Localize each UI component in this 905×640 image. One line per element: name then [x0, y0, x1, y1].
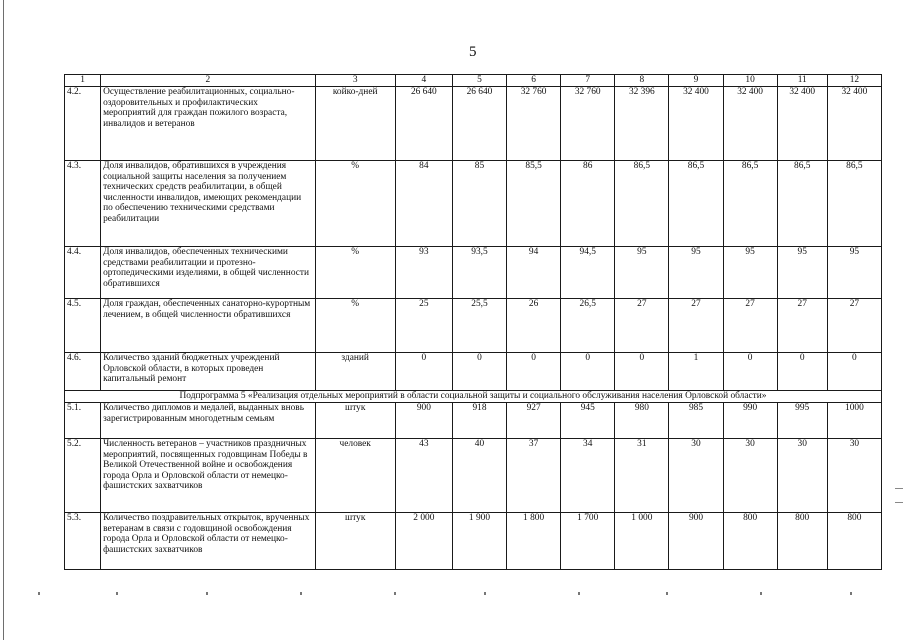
row-unit: зданий — [315, 353, 395, 391]
row-description: Доля граждан, обеспеченных санаторно-курортным лечением, в общей численности обратившихся — [101, 299, 316, 353]
row-value: 86,5 — [669, 161, 723, 247]
row-value: 27 — [723, 299, 777, 353]
scan-dot — [116, 592, 118, 595]
table-row — [65, 247, 882, 299]
row-value: 32 760 — [561, 87, 615, 161]
row-value: 1 — [669, 353, 723, 391]
header-cell: 11 — [777, 75, 827, 87]
row-value: 800 — [827, 513, 881, 570]
row-value: 0 — [827, 353, 881, 391]
row-value: 0 — [395, 353, 452, 391]
row-value: 34 — [561, 439, 615, 513]
row-value: 27 — [827, 299, 881, 353]
row-value: 927 — [507, 403, 561, 439]
row-value: 1 900 — [452, 513, 506, 570]
row-value: 27 — [669, 299, 723, 353]
table-row — [65, 439, 882, 513]
table-row — [65, 513, 882, 570]
header-cell: 4 — [395, 75, 452, 87]
row-value: 30 — [723, 439, 777, 513]
row-value: 25 — [395, 299, 452, 353]
row-value: 95 — [827, 247, 881, 299]
row-value: 86 — [561, 161, 615, 247]
header-cell: 2 — [101, 75, 316, 87]
row-value: 0 — [507, 353, 561, 391]
row-value: 26 640 — [452, 87, 506, 161]
header-cell: 3 — [315, 75, 395, 87]
row-value: 32 400 — [723, 87, 777, 161]
row-value: 985 — [669, 403, 723, 439]
row-value: 95 — [669, 247, 723, 299]
row-value: 800 — [777, 513, 827, 570]
row-value: 30 — [669, 439, 723, 513]
row-value: 26 640 — [395, 87, 452, 161]
row-description: Численность ветеранов – участников праздничных мероприятий, посвященных годовщинам Победы в Великой Отечественной войне и освобождения города Орла и Орловской области от немецко-фашистских захватчиков — [101, 439, 316, 513]
row-value: 800 — [723, 513, 777, 570]
row-value: 980 — [615, 403, 669, 439]
row-number: 4.6. — [65, 353, 101, 391]
row-unit: % — [315, 247, 395, 299]
row-value: 0 — [452, 353, 506, 391]
header-cell: 12 — [827, 75, 881, 87]
row-unit: штук — [315, 403, 395, 439]
header-cell: 6 — [507, 75, 561, 87]
row-description: Количество зданий бюджетных учреждений Орловской области, в которых проведен капитальный ремонт — [101, 353, 316, 391]
row-value: 32 400 — [827, 87, 881, 161]
scan-dot — [484, 592, 486, 595]
row-value: 95 — [723, 247, 777, 299]
scan-dot — [666, 592, 668, 595]
header-cell: 5 — [452, 75, 506, 87]
row-unit: % — [315, 161, 395, 247]
row-value: 1000 — [827, 403, 881, 439]
row-value: 27 — [615, 299, 669, 353]
scan-dot — [300, 592, 302, 595]
row-number: 5.1. — [65, 403, 101, 439]
table-header-row — [65, 75, 882, 87]
row-value: 86,5 — [827, 161, 881, 247]
row-value: 945 — [561, 403, 615, 439]
header-cell: 10 — [723, 75, 777, 87]
page-edge-line — [3, 0, 4, 640]
scan-dot — [850, 592, 852, 595]
row-value: 84 — [395, 161, 452, 247]
row-value: 93,5 — [452, 247, 506, 299]
row-value: 86,5 — [615, 161, 669, 247]
row-value: 37 — [507, 439, 561, 513]
row-value: 0 — [777, 353, 827, 391]
row-value: 26 — [507, 299, 561, 353]
scan-dot — [760, 592, 762, 595]
row-value: 32 760 — [507, 87, 561, 161]
row-number: 4.5. — [65, 299, 101, 353]
row-unit: койко-дней — [315, 87, 395, 161]
row-number: 4.4. — [65, 247, 101, 299]
row-description: Доля инвалидов, обратившихся в учреждения социальной защиты населения за получением технических средств реабилитации, в общей численности инвалидов, имеющих рекомендации по обеспечению техническими средствами реабилитации — [101, 161, 316, 247]
row-unit: % — [315, 299, 395, 353]
row-value: 990 — [723, 403, 777, 439]
row-value: 2 000 — [395, 513, 452, 570]
row-number: 4.2. — [65, 87, 101, 161]
row-value: 85 — [452, 161, 506, 247]
subprogram-row — [65, 391, 882, 403]
row-value: 95 — [615, 247, 669, 299]
margin-mark — [895, 502, 903, 503]
row-value: 900 — [395, 403, 452, 439]
margin-mark — [895, 488, 903, 489]
row-value: 30 — [827, 439, 881, 513]
table-row — [65, 161, 882, 247]
table-row — [65, 353, 882, 391]
row-value: 32 396 — [615, 87, 669, 161]
table-row — [65, 87, 882, 161]
row-value: 0 — [723, 353, 777, 391]
row-value: 32 400 — [777, 87, 827, 161]
row-description: Доля инвалидов, обеспеченных техническими средствами реабилитации и протезно-ортопедическими изделиями, в общей численности обратившихся — [101, 247, 316, 299]
row-value: 32 400 — [669, 87, 723, 161]
row-value: 85,5 — [507, 161, 561, 247]
row-number: 4.3. — [65, 161, 101, 247]
row-description: Количество поздравительных открыток, врученных ветеранам в связи с годовщиной освобождения города Орла и Орловской области от немецко-фашистских захватчиков — [101, 513, 316, 570]
subprogram-title: Подпрограмма 5 «Реализация отдельных мероприятий в области социальной защиты и социального обслуживания населения Орловской области» — [65, 391, 882, 403]
header-cell: 1 — [65, 75, 101, 87]
table-row — [65, 403, 882, 439]
page-number: 5 — [469, 44, 477, 60]
header-cell: 9 — [669, 75, 723, 87]
row-value: 86,5 — [777, 161, 827, 247]
row-unit: человек — [315, 439, 395, 513]
row-value: 31 — [615, 439, 669, 513]
row-value: 0 — [615, 353, 669, 391]
row-value: 86,5 — [723, 161, 777, 247]
row-value: 26,5 — [561, 299, 615, 353]
row-value: 30 — [777, 439, 827, 513]
row-value: 25,5 — [452, 299, 506, 353]
row-value: 43 — [395, 439, 452, 513]
row-value: 40 — [452, 439, 506, 513]
scan-dot — [206, 592, 208, 595]
row-value: 0 — [561, 353, 615, 391]
row-description: Количество дипломов и медалей, выданных вновь зарегистрированным многодетным семьям — [101, 403, 316, 439]
row-number: 5.2. — [65, 439, 101, 513]
row-unit: штук — [315, 513, 395, 570]
table-row — [65, 299, 882, 353]
indicators-table — [64, 74, 882, 570]
row-number: 5.3. — [65, 513, 101, 570]
row-value: 94 — [507, 247, 561, 299]
row-value: 93 — [395, 247, 452, 299]
scan-dot — [394, 592, 396, 595]
row-value: 918 — [452, 403, 506, 439]
header-cell: 7 — [561, 75, 615, 87]
row-value: 1 000 — [615, 513, 669, 570]
row-value: 27 — [777, 299, 827, 353]
row-value: 1 700 — [561, 513, 615, 570]
row-description: Осуществление реабилитационных, социально-оздоровительных и профилактических мероприятий для граждан пожилого возраста, инвалидов и ветеранов — [101, 87, 316, 161]
header-cell: 8 — [615, 75, 669, 87]
row-value: 995 — [777, 403, 827, 439]
row-value: 94,5 — [561, 247, 615, 299]
row-value: 1 800 — [507, 513, 561, 570]
scan-dot — [38, 592, 40, 595]
scan-dot — [578, 592, 580, 595]
row-value: 900 — [669, 513, 723, 570]
row-value: 95 — [777, 247, 827, 299]
